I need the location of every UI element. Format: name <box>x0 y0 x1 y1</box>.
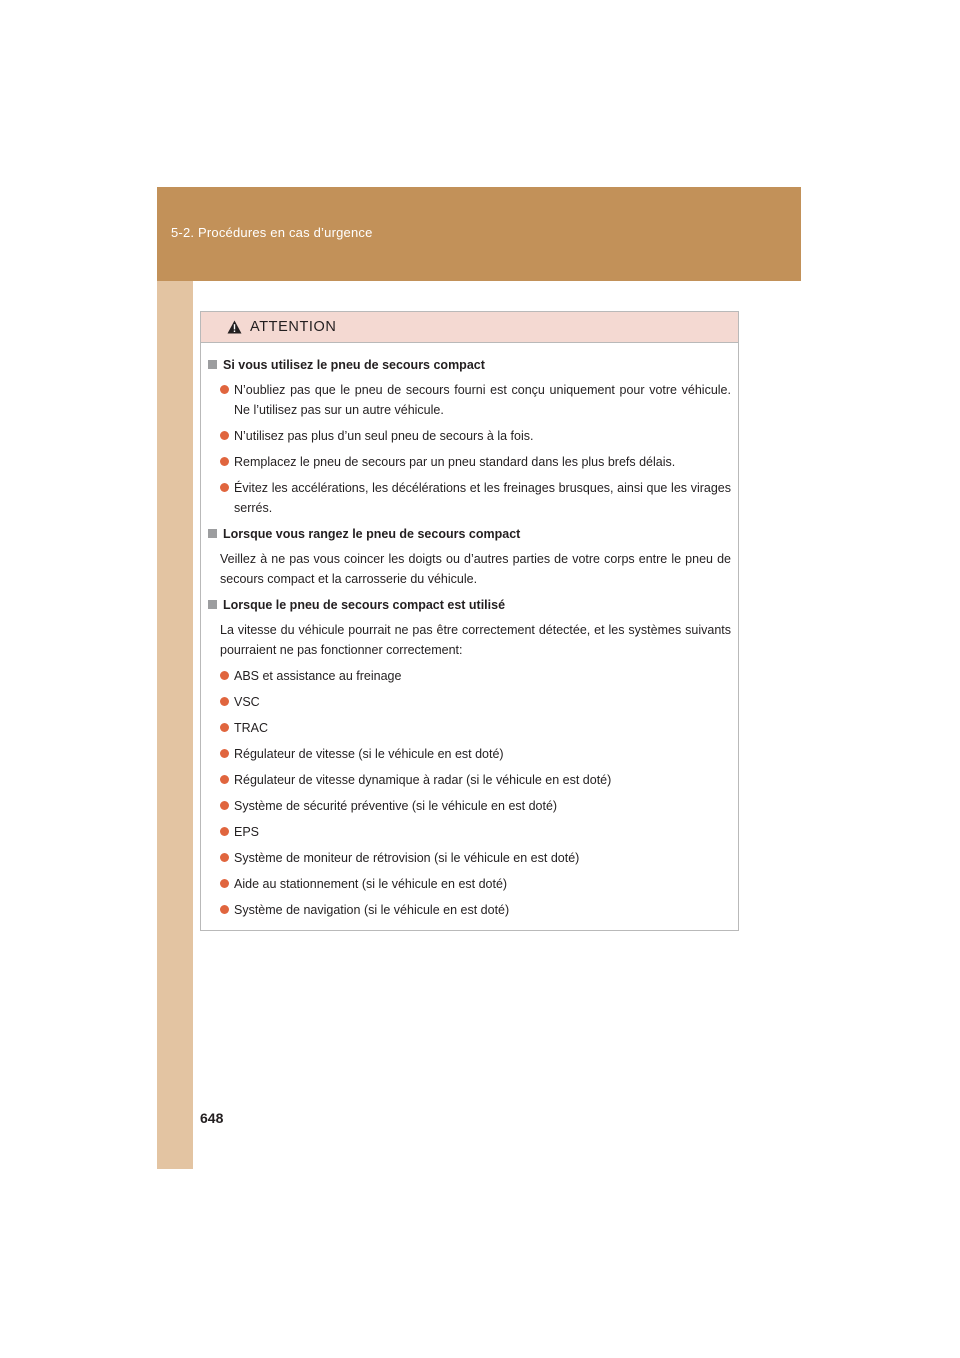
attention-box <box>200 311 739 931</box>
bullet-dot-icon <box>220 457 229 466</box>
bullet-dot-icon <box>220 671 229 680</box>
list-item: N’oubliez pas que le pneu de secours fourni est conçu uniquement pour votre véhicule. Ne l’utilisez pas sur un autre véhicule. <box>208 380 731 420</box>
list-item: Système de sécurité préventive (si le véhicule en est doté) <box>208 796 731 816</box>
section-title: 5-2. Procédures en cas d’urgence <box>171 225 373 240</box>
side-margin-strip <box>157 281 193 1169</box>
page-number: 648 <box>200 1110 224 1126</box>
paragraph: La vitesse du véhicule pourrait ne pas être correctement détectée, et les systèmes suivants pourraient ne pas fonctionner correctement: <box>220 623 731 657</box>
list-item: N’utilisez pas plus d’un seul pneu de secours à la fois. <box>208 426 731 446</box>
bullet-dot-icon <box>220 697 229 706</box>
chapter-header-band <box>157 187 801 281</box>
bullet-dot-icon <box>220 905 229 914</box>
bullet-dot-icon <box>220 827 229 836</box>
list-item: Remplacez le pneu de secours par un pneu standard dans les plus brefs délais. <box>208 452 731 472</box>
bullet-dot-icon <box>220 853 229 862</box>
list-item: Évitez les accélérations, les décélérations et les freinages brusques, ainsi que les virages serrés. <box>208 478 731 518</box>
list-item: Aide au stationnement (si le véhicule en est doté) <box>208 874 731 894</box>
section-heading: Lorsque le pneu de secours compact est utilisé <box>208 595 731 615</box>
bullet-dot-icon <box>220 723 229 732</box>
square-bullet-icon <box>208 360 217 369</box>
bullet-dot-icon <box>220 431 229 440</box>
square-bullet-icon <box>208 529 217 538</box>
list-item: TRAC <box>208 718 731 738</box>
section-heading: Si vous utilisez le pneu de secours compact <box>208 355 731 375</box>
list-item: Régulateur de vitesse dynamique à radar (si le véhicule en est doté) <box>208 770 731 790</box>
list-item: EPS <box>208 822 731 842</box>
list-item: Système de moniteur de rétrovision (si le véhicule en est doté) <box>208 848 731 868</box>
bullet-dot-icon <box>220 801 229 810</box>
attention-body <box>201 343 738 920</box>
bullet-dot-icon <box>220 483 229 492</box>
list-item: VSC <box>208 692 731 712</box>
list-item: ABS et assistance au freinage <box>208 666 731 686</box>
warning-triangle-icon <box>227 320 242 334</box>
section-heading: Lorsque vous rangez le pneu de secours compact <box>208 524 731 544</box>
bullet-dot-icon <box>220 385 229 394</box>
bullet-dot-icon <box>220 749 229 758</box>
bullet-dot-icon <box>220 879 229 888</box>
list-item: Système de navigation (si le véhicule en est doté) <box>208 900 731 920</box>
attention-title: ATTENTION <box>250 319 337 335</box>
bullet-dot-icon <box>220 775 229 784</box>
square-bullet-icon <box>208 600 217 609</box>
list-item: Régulateur de vitesse (si le véhicule en est doté) <box>208 744 731 764</box>
paragraph: Veillez à ne pas vous coincer les doigts ou d’autres parties de votre corps entre le pneu de secours compact et la carrosserie du véhicule. <box>220 552 731 586</box>
attention-header <box>201 312 738 343</box>
